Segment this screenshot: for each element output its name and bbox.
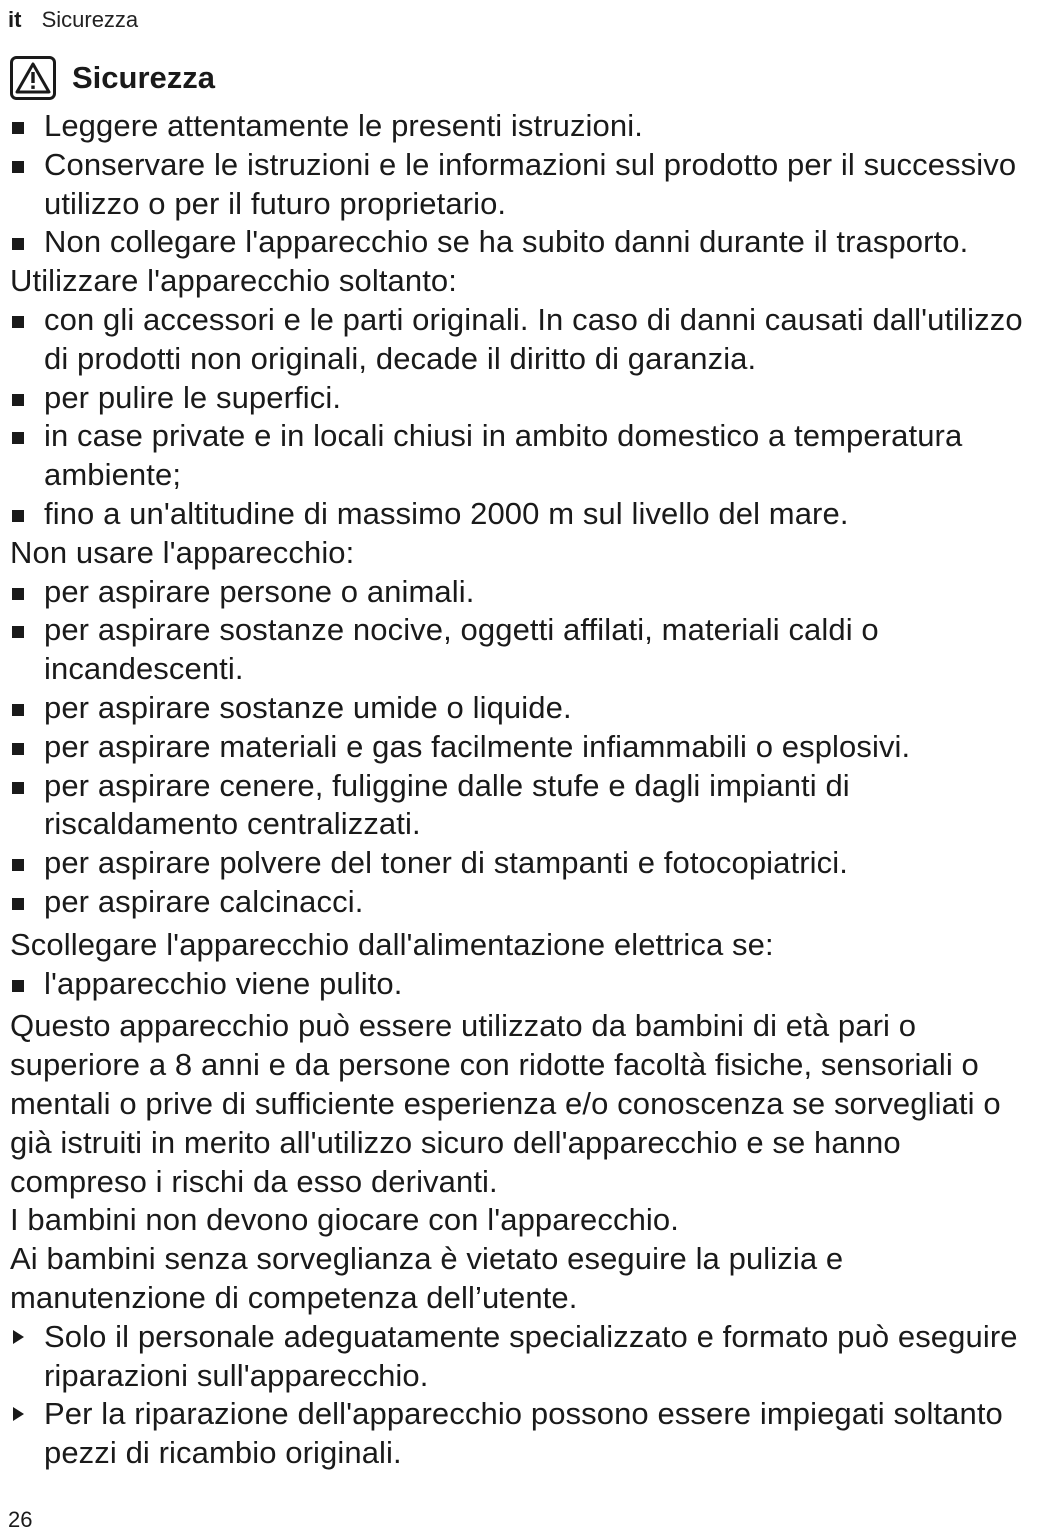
square-bullet-icon xyxy=(12,704,24,716)
square-bullet-icon xyxy=(12,782,24,794)
square-bullet-icon xyxy=(12,394,24,406)
children-cleaning-paragraph: Ai bambini senza sorveglianza è vietato eseguire la pulizia e manutenzione di competenza dell’utente. xyxy=(10,1241,844,1315)
warning-triangle-icon xyxy=(10,56,56,100)
square-bullet-icon xyxy=(12,316,24,328)
square-bullet-icon xyxy=(12,898,24,910)
safety-content xyxy=(10,107,1040,1473)
general-instructions-list xyxy=(10,107,1040,262)
list-item: con gli accessori e le parti originali. In caso di danni causati dall'utilizzo di prodotti non originali, decade il diritto di garanzia. xyxy=(10,301,1040,379)
list-item: per aspirare cenere, fuliggine dalle stufe e dagli impianti di riscaldamento centralizzati. xyxy=(10,767,1040,845)
do-not-use-list xyxy=(10,573,1040,922)
page-number: 26 xyxy=(8,1507,33,1532)
list-item: per aspirare calcinacci. xyxy=(10,883,1040,922)
children-paragraph: Questo apparecchio può essere utilizzato da bambini di età pari o superiore a 8 anni e da persone con ridotte facoltà fisiche, sensoriali o mentali o prive di sufficiente esperienza e/o conoscenza se sorvegliati o già istruiti in merito all'utilizzo sicuro dell'apparecchio e se hanno compreso i rischi da esso derivanti. xyxy=(10,1008,1001,1199)
unplug-intro: Scollegare l'apparecchio dall'alimentazione elettrica se: xyxy=(10,926,774,962)
square-bullet-icon xyxy=(12,626,24,638)
action-list xyxy=(10,1318,1040,1473)
square-bullet-icon xyxy=(12,743,24,755)
list-item: Per la riparazione dell'apparecchio possono essere impiegati soltanto pezzi di ricambio originali. xyxy=(10,1395,1040,1473)
list-item: per aspirare persone o animali. xyxy=(10,573,1040,612)
page-title: Sicurezza xyxy=(72,60,216,95)
square-bullet-icon xyxy=(12,980,24,992)
list-item: per aspirare sostanze umide o liquide. xyxy=(10,689,1040,728)
list-item: Non collegare l'apparecchio se ha subito danni durante il trasporto. xyxy=(10,223,1040,262)
square-bullet-icon xyxy=(12,122,24,134)
square-bullet-icon xyxy=(12,859,24,871)
list-item: Conservare le istruzioni e le informazioni sul prodotto per il successivo utilizzo o per il futuro proprietario. xyxy=(10,146,1040,224)
triangle-arrow-icon xyxy=(13,1330,24,1344)
list-item: Leggere attentamente le presenti istruzioni. xyxy=(10,107,1040,146)
list-item: per aspirare polvere del toner di stampanti e fotocopiatrici. xyxy=(10,844,1040,883)
list-item: Solo il personale adeguatamente specializzato e formato può eseguire riparazioni sull'apparecchio. xyxy=(10,1318,1040,1396)
use-only-intro: Utilizzare l'apparecchio soltanto: xyxy=(10,263,457,299)
square-bullet-icon xyxy=(12,588,24,600)
list-item: per aspirare sostanze nocive, oggetti affilati, materiali caldi o incandescenti. xyxy=(10,611,1040,689)
language-code: it xyxy=(8,7,22,32)
triangle-arrow-icon xyxy=(13,1407,24,1421)
use-only-list xyxy=(10,301,1040,534)
square-bullet-icon xyxy=(12,432,24,444)
list-item: in case private e in locali chiusi in ambito domestico a temperatura ambiente; xyxy=(10,417,1040,495)
header-section-name: Sicurezza xyxy=(41,7,139,32)
list-item: fino a un'altitudine di massimo 2000 m sul livello del mare. xyxy=(10,495,1040,534)
square-bullet-icon xyxy=(12,161,24,173)
list-item: l'apparecchio viene pulito. xyxy=(10,965,1040,1004)
square-bullet-icon xyxy=(12,510,24,522)
section-title-row xyxy=(10,56,215,100)
list-item: per pulire le superfici. xyxy=(10,379,1040,418)
page-header xyxy=(8,6,138,34)
square-bullet-icon xyxy=(12,238,24,250)
do-not-use-intro: Non usare l'apparecchio: xyxy=(10,534,355,570)
list-item: per aspirare materiali e gas facilmente infiammabili o esplosivi. xyxy=(10,728,1040,767)
children-play-paragraph: I bambini non devono giocare con l'apparecchio. xyxy=(10,1202,679,1238)
unplug-list xyxy=(10,965,1040,1004)
